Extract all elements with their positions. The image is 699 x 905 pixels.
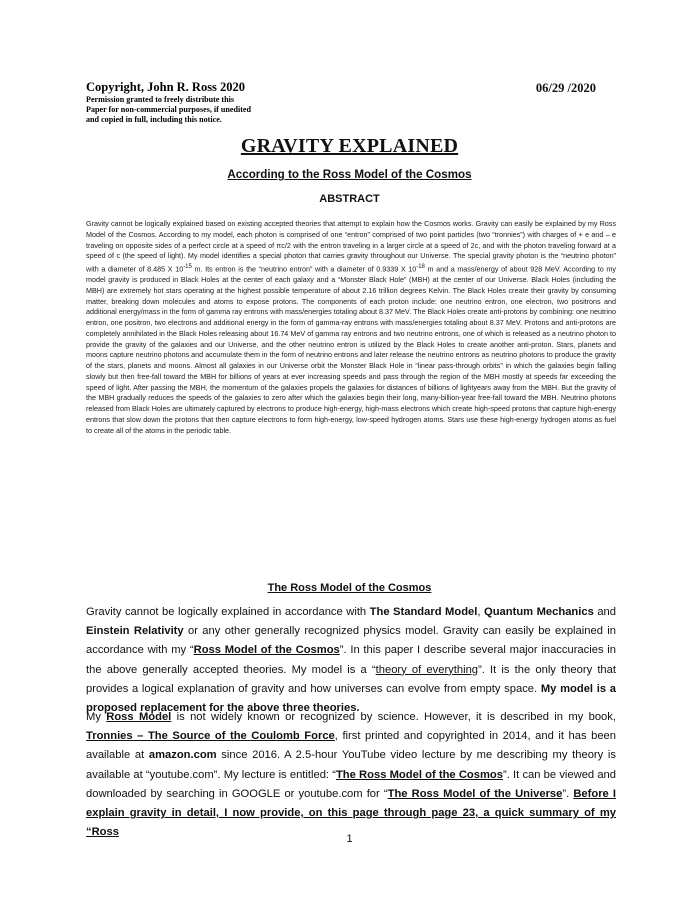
exponent: -15: [183, 264, 192, 270]
text-run: ,: [477, 606, 484, 618]
body-paragraph-1: [86, 603, 616, 718]
text-run: or any other generally recognized physics model. Gravity can easily be explained in accordance with my “: [86, 625, 616, 657]
body-paragraph-2: [86, 708, 616, 842]
permission-notice: [86, 95, 346, 125]
bold-underlined-run: Ross Model of the Cosmos: [193, 644, 340, 657]
text-run: ”.: [562, 787, 574, 800]
bold-underlined-run: Before I explain gravity in detail, I now provide, on this page through page 23, a quick summary of my “Ross: [86, 787, 616, 839]
permission-line: Permission granted to freely distribute this: [86, 95, 234, 104]
abstract-heading: ABSTRACT: [319, 193, 380, 205]
abstract-body: [86, 219, 616, 436]
copyright-block: [86, 80, 346, 125]
page-number: 1: [346, 833, 353, 845]
section-heading: The Ross Model of the Cosmos: [267, 582, 432, 594]
permission-line: and copied in full, including this notice.: [86, 115, 222, 124]
bold-run: amazon.com: [148, 749, 217, 762]
copyright-line: Copyright, John R. Ross 2020: [86, 80, 246, 94]
text-run: since 2016. A 2.5-hour YouTube video lecture by me describing my theory is available at “youtube.com”. My lecture is entitled: “: [86, 749, 616, 781]
document-date: 06/29 /2020: [535, 81, 596, 95]
bold-run: Einstein Relativity: [86, 625, 184, 638]
text-run: My: [86, 711, 107, 723]
bold-run: My model is a proposed replacement for the above three theories.: [86, 682, 616, 715]
bold-run: The Standard Model: [369, 606, 478, 618]
book-title: Tronnies – The Source of the Coulomb Force: [86, 730, 335, 743]
text-run: Gravity cannot be logically explained in accordance with: [86, 606, 370, 618]
text-run: and: [593, 606, 616, 618]
text-run: , first printed and copyrighted in 2014, and it has been available at: [86, 730, 616, 762]
underlined-run: theory of everything: [375, 663, 479, 676]
exponent: -18: [416, 264, 425, 270]
text-run: is not widely known or recognized by science. However, it is described in my book,: [171, 711, 616, 723]
abstract-text: m and a mass/energy of about 928 MeV. According to my model gravity is produced in Black Holes at the center of each galaxy and a “Monster Black Hole” (MBH) at the center of our Universe. Black Holes (including the MBH) are extremely hot stars operating at the highest possible temperature of about 2.16 trillion degrees Kelvin. The Black Holes create their gravity by consuming matter, breaking down molecules and atoms to expose protons. The components of each proton include: one neutrino entron, one electron, two positrons and additional energy/mass in the form of gamma ray entrons with mass/energies totaling about 8.37 MeV. The Black Holes create anti-protons by combining: one neutrino entron, one positron, two electrons and additional energy in the form of gamma-ray entrons with mass/energies totaling about 8.37 MeV. Protons and anti-protons are completely annihilated in the Black Holes releasing about 16.74 MeV of gamma ray entrons and two neutrino entrons, one of which is released as a neutrino photon to provide the gravity of the galaxies and our Universe, and the other neutrino entron is utilized by the Black Holes to create another anti-proton. Stars, planets and moons capture neutrino photons and accumulate them in the form of neutrino entrons and later release the neutrino entrons as neutrino photons to produce the gravity of the stars, planets and moons. Almost all galaxies in our Universe orbit the Monster Black Hole in “linear pass-through orbits” in which the galaxies begin falling slowly but then free-fall toward the MBH for billions of years at ever increasing speeds and pass through the region of the MBH mostly at speeds far exceeding the speed of light. After passing the MBH, the momentum of the galaxies propels the galaxies for distances of billions of lightyears away from the MBH. But the gravity of the MBH gradually reduces the speeds of the galaxies to zero after which the galaxies begin their long, many-billion-year free-fall toward the MBH. Neutrino photons released from Black Holes are ultimately captured by electrons to produce high-energy, high-mass electrons which create high-speed protons that capture high-energy entrons that slow down the protons that then capture electrons to form high-energy, low-speed hydrogen atoms. Stars use these high-energy hydrogen atoms as fuel to create all of the atoms in the periodic table.: [86, 264, 616, 435]
text-run: ”. In this paper I describe several major inaccuracies in the above generally accepted theories. My model is a “: [86, 644, 616, 676]
text-run: ”. It is the only theory that provides a logical explanation of gravity and how universes can evolve from empty space.: [86, 663, 616, 695]
abstract-text: Gravity cannot be logically explained based on existing accepted theories that attempt to explain how the Cosmos works. Gravity can easily be explained by my Ross Model of the Cosmos. According to my model, each photon is comprised of one “entron” comprised of two point particles (two “tronnies”) with charges of + e and – e traveling on opposite sides of a perfect circle at a speed of πc/2 with the entron traveling in a larger circle at a speed of 2c, and with the photon traveling forward at a speed of c (the speed of light). My model identifies a special photon that carries gravity throughout our Universe. The special gravity photon is the “neutrino photon” with a diameter of 8.485 X 10: [86, 219, 616, 274]
search-term: The Ross Model of the Universe: [387, 787, 563, 800]
bold-underlined-run: Ross Model: [106, 711, 172, 723]
permission-line: Paper for non-commercial purposes, if unedited: [86, 105, 252, 114]
lecture-title: The Ross Model of the Cosmos: [335, 768, 503, 781]
bold-run: Quantum Mechanics: [484, 606, 594, 618]
document-subtitle: According to the Ross Model of the Cosmos: [227, 168, 472, 181]
document-title: GRAVITY EXPLAINED: [240, 135, 459, 157]
abstract-text: m. Its entron is the “neutrino entron” with a diameter of 0.9339 X 10: [191, 264, 417, 274]
text-run: ”. It can be viewed and downloaded by searching in GOOGLE or youtube.com for “: [86, 768, 616, 800]
